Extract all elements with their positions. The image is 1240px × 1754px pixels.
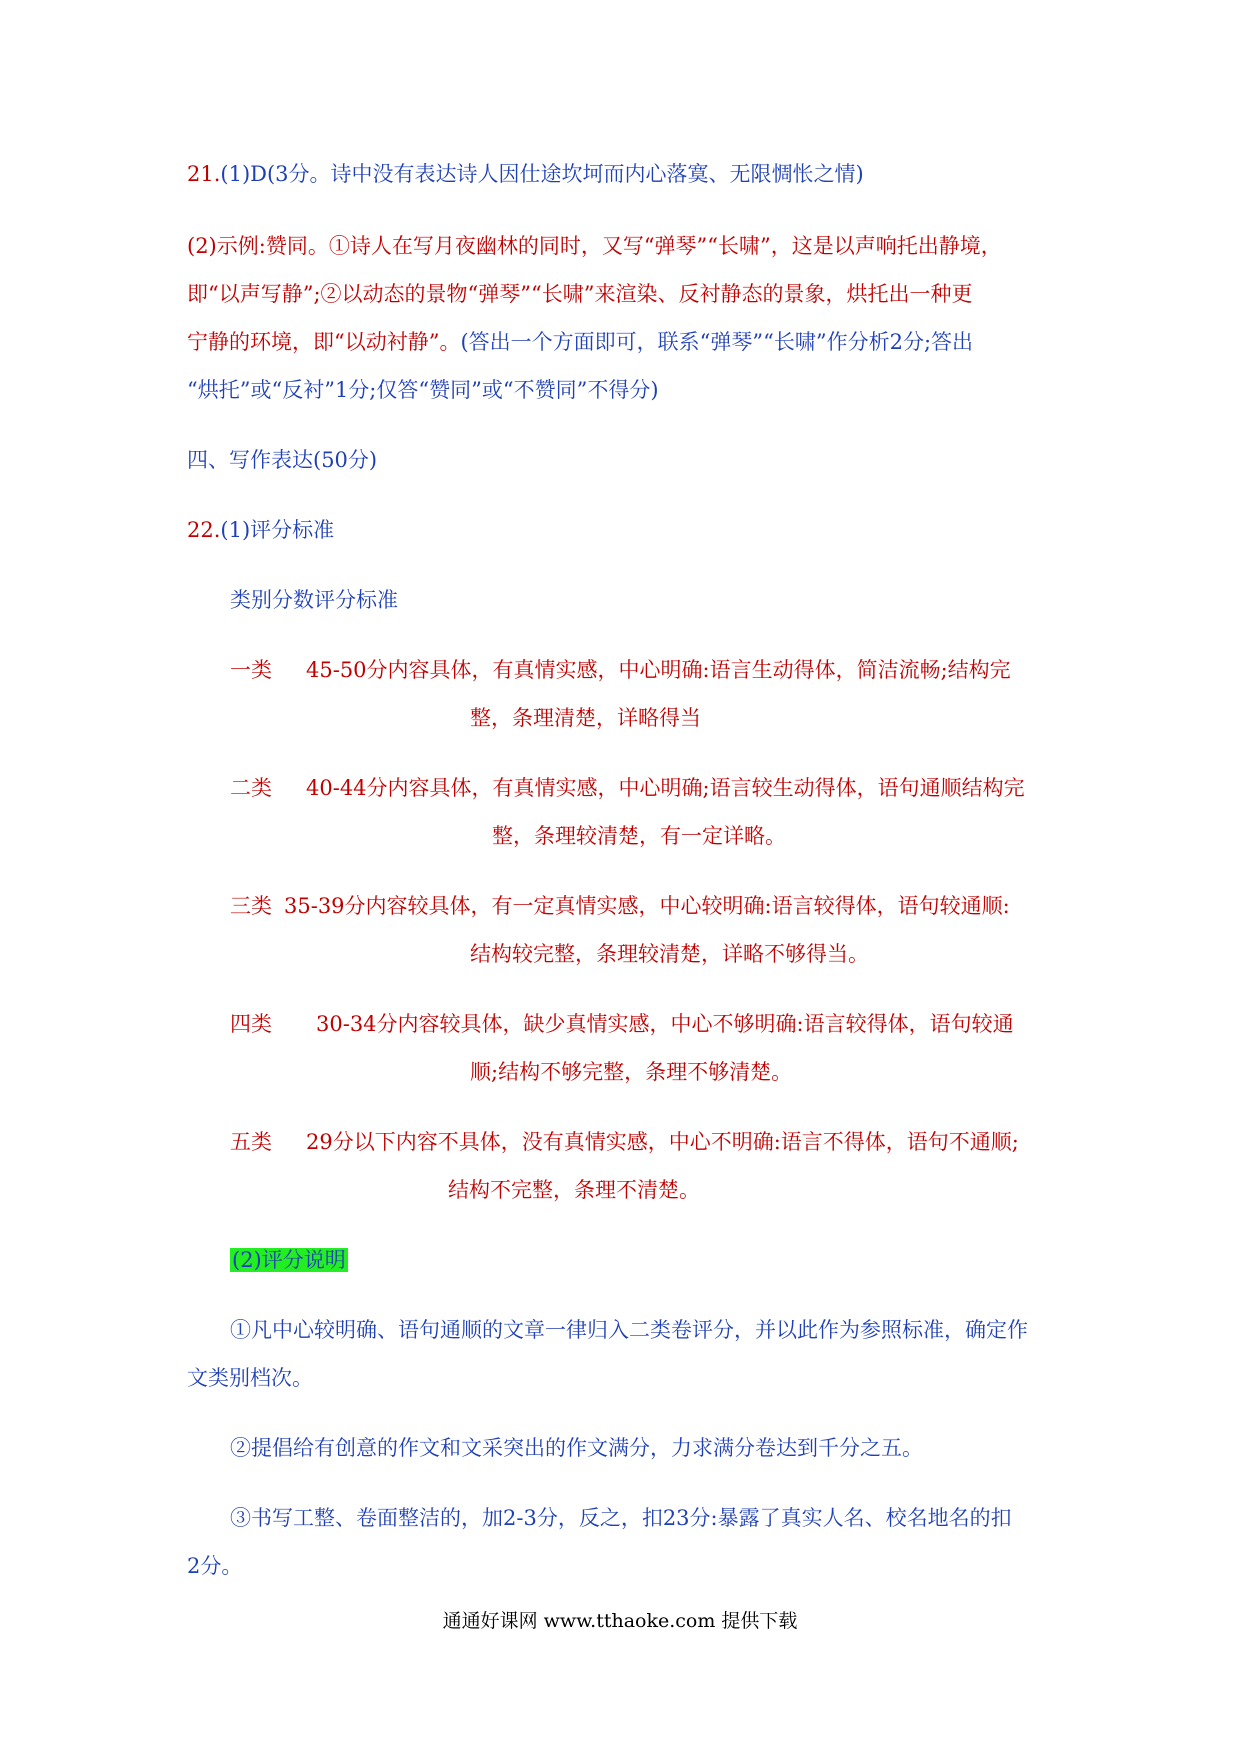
category-line2: 整，条理清楚，详略得当 <box>470 706 701 730</box>
q21-part1 <box>187 160 864 188</box>
q21-part2-line3-red: 宁静的环境，即“以动衬静”。 <box>187 330 461 354</box>
page-footer: 通通好课网 www.tthaoke.com 提供下载 <box>442 1610 798 1632</box>
category-line1: 35-39分内容较具体，有一定真情实感，中心较明确:语言较得体，语句较通顺: <box>284 894 1010 918</box>
note2: ②提倡给有创意的作文和文采突出的作文满分，力求满分卷达到千分之五。 <box>230 1436 923 1460</box>
category-line1: 29分以下内容不具体，没有真情实感，中心不明确:语言不得体，语句不通顺; <box>306 1130 1019 1154</box>
q22-title-text: (1)评分标准 <box>220 518 335 542</box>
category-label: 二类 <box>230 776 272 800</box>
note3-line2: 2分。 <box>187 1554 243 1578</box>
note1-line2: 文类别档次。 <box>187 1366 313 1390</box>
note1-line1: ①凡中心较明确、语句通顺的文章一律归入二类卷评分，并以此作为参照标准，确定作 <box>230 1318 1028 1342</box>
q21-part2-line4: “烘托”或“反衬”1分;仅答“赞同”或“不赞同”不得分) <box>187 378 659 402</box>
notes-title <box>230 1246 348 1274</box>
q21-part2-line2: 即“以声写静”;②以动态的景物“弹琴”“长啸”来渲染、反衬静态的景象，烘托出一种更 <box>187 282 973 306</box>
q21-part2-line3 <box>187 328 973 356</box>
category-line2: 顺;结构不够完整，条理不够清楚。 <box>470 1060 793 1084</box>
q22-number: 22. <box>187 518 221 542</box>
category-line1: 40-44分内容具体，有真情实感，中心明确;语言较生动得体，语句通顺结构完 <box>306 776 1025 800</box>
q22-title <box>187 516 334 544</box>
q21-part1-text: (1)D(3分。诗中没有表达诗人因仕途坎坷而内心落寞、无限惆怅之情) <box>220 162 864 186</box>
category-line2: 结构较完整，条理较清楚，详略不够得当。 <box>470 942 869 966</box>
q21-number: 21. <box>187 162 221 186</box>
category-label: 三类 <box>230 894 272 918</box>
category-label: 五类 <box>230 1130 272 1154</box>
section4-title: 四、写作表达(50分) <box>187 448 378 472</box>
table-header: 类别分数评分标准 <box>230 588 398 612</box>
category-line2: 结构不完整，条理不清楚。 <box>448 1178 700 1202</box>
note3-line1: ③书写工整、卷面整洁的，加2-3分，反之，扣23分:暴露了真实人名、校名地名的扣 <box>230 1506 1012 1530</box>
q21-part2-line3-blue: (答出一个方面即可，联系“弹琴”“长啸”作分析2分;答出 <box>460 330 974 354</box>
category-label: 一类 <box>230 658 272 682</box>
category-line2: 整，条理较清楚，有一定详略。 <box>492 824 786 848</box>
notes-title-highlight: (2)评分说明 <box>232 1248 346 1272</box>
category-line1: 30-34分内容较具体，缺少真情实感，中心不够明确:语言较得体，语句较通 <box>316 1012 1014 1036</box>
category-label: 四类 <box>230 1012 272 1036</box>
category-line1: 45-50分内容具体，有真情实感，中心明确:语言生动得体，简洁流畅;结构完 <box>306 658 1011 682</box>
q21-part2-line1: (2)示例:赞同。①诗人在写月夜幽林的同时，又写“弹琴”“长啸”，这是以声响托出静境， <box>187 234 1002 258</box>
